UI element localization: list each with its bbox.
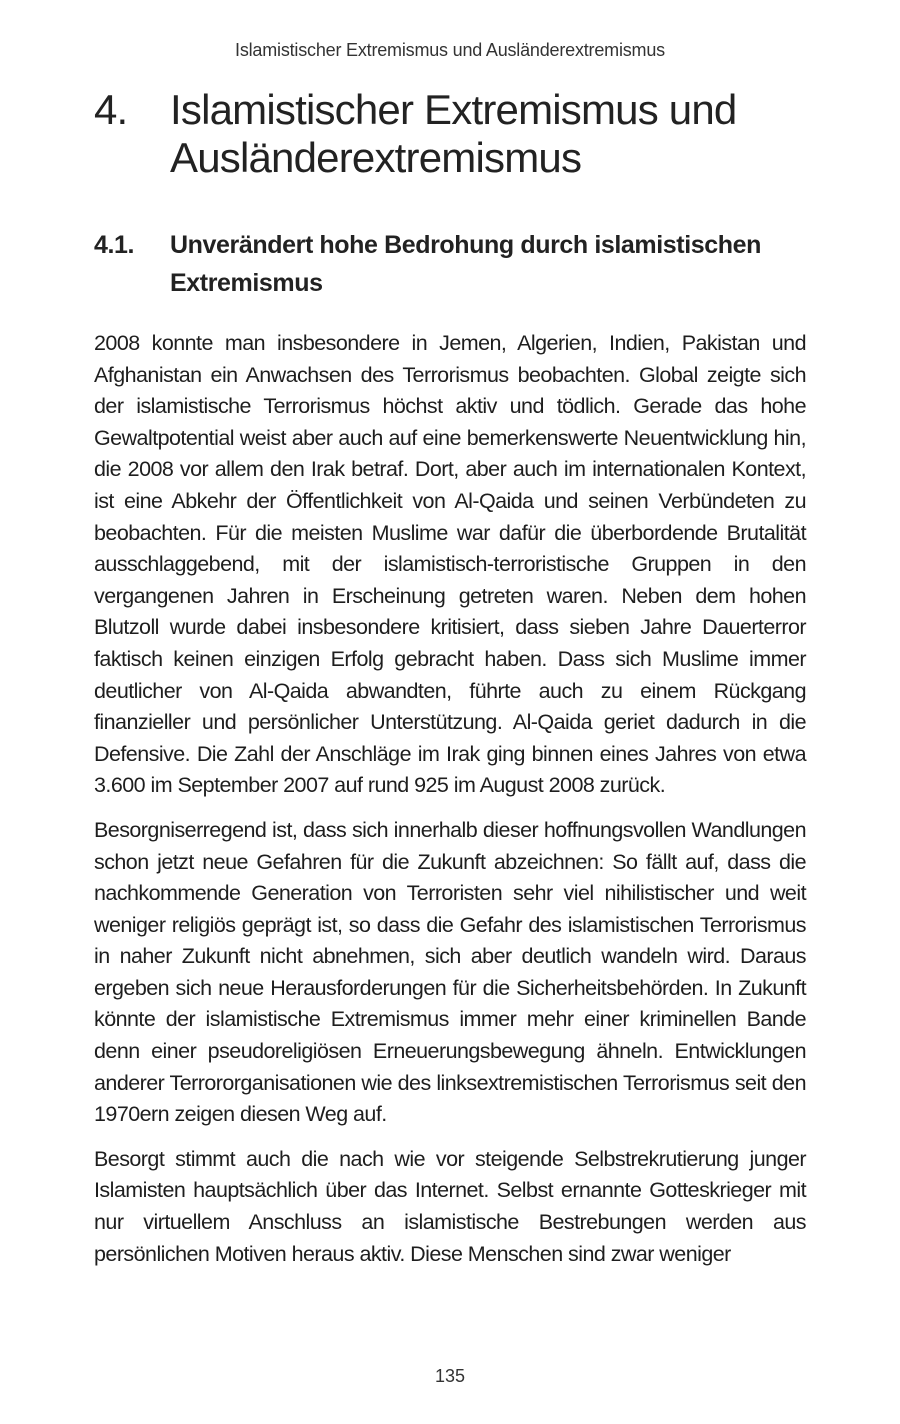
section-title: Unverändert hohe Bedrohung durch islamistischen Extremismus xyxy=(170,231,762,297)
section-number: 4.1. xyxy=(94,231,135,259)
section-heading xyxy=(94,226,814,302)
chapter-heading xyxy=(94,86,814,182)
paragraph: Besorgniserregend ist, dass sich innerhalb dieser hoffnungsvollen Wandlungen schon jetzt neue Gefahren für die Zukunft abzeichnen: So fällt auf, dass die nachkommende Generation von Terroristen sehr viel nihilistischer und weit weniger religiös geprägt ist, so dass die Gefahr des islamistischen Terrorismus in naher Zukunft nicht abnehmen, sich aber deutlich wandeln wird. Daraus ergeben sich neue Herausforderungen für die Sicherheitsbehörden. In Zukunft könnte der islamistische Extremismus immer mehr einer kriminellen Bande denn einer pseudoreligiösen Erneuerungsbewegung ähneln. Entwicklungen anderer Terrororganisationen wie des linksextremistischen Terrorismus seit den 1970ern zeigen diesen Weg auf. xyxy=(94,817,806,1127)
body-text xyxy=(94,328,806,1283)
chapter-number: 4. xyxy=(94,86,128,133)
paragraph: Besorgt stimmt auch die nach wie vor steigende Selbstrekrutierung junger Islamisten hauptsächlich über das Internet. Selbst ernannte Gotteskrieger mit nur virtuellem Anschluss an islamistische Bestrebungen werden aus persönlichen Motiven heraus aktiv. Diese Menschen sind zwar weniger xyxy=(94,1146,806,1266)
paragraph: 2008 konnte man insbesondere in Jemen, Algerien, Indien, Pakistan und Afghanistan ein Anwachsen des Terrorismus beobachten. Global zeigte sich der islamistische Terrorismus höchst aktiv und tödlich. Gerade das hohe Gewaltpotential weist aber auch auf eine bemerkenswerte Neuentwicklung hin, die 2008 vor allem den Irak betraf. Dort, aber auch im internationalen Kontext, ist eine Abkehr der Öffentlichkeit von Al-Qaida und seinen Verbündeten zu beobachten. Für die meisten Muslime war dafür die überbordende Brutalität ausschlaggebend, mit der islamistisch-terroristische Gruppen in den vergangenen Jahren in Erscheinung getreten waren. Neben dem hohen Blutzoll wurde dabei insbesondere kritisiert, dass sieben Jahre Dauerterror faktisch keinen einzigen Erfolg gebracht haben. Dass sich Muslime immer deutlicher von Al-Qaida abwandten, führte auch zu einem Rückgang finanzieller und persönlicher Unterstützung. Al-Qaida geriet dadurch in die Defensive. Die Zahl der Anschläge im Irak ging binnen eines Jahres von etwa 3.600 im September 2007 auf rund 925 im August 2008 zurück. xyxy=(94,331,806,798)
running-header: Islamistischer Extremismus und Ausländerextremismus xyxy=(235,40,665,60)
page-number: 135 xyxy=(434,1366,466,1386)
chapter-title: Islamistischer Extremismus und Ausländerextremismus xyxy=(170,86,737,181)
